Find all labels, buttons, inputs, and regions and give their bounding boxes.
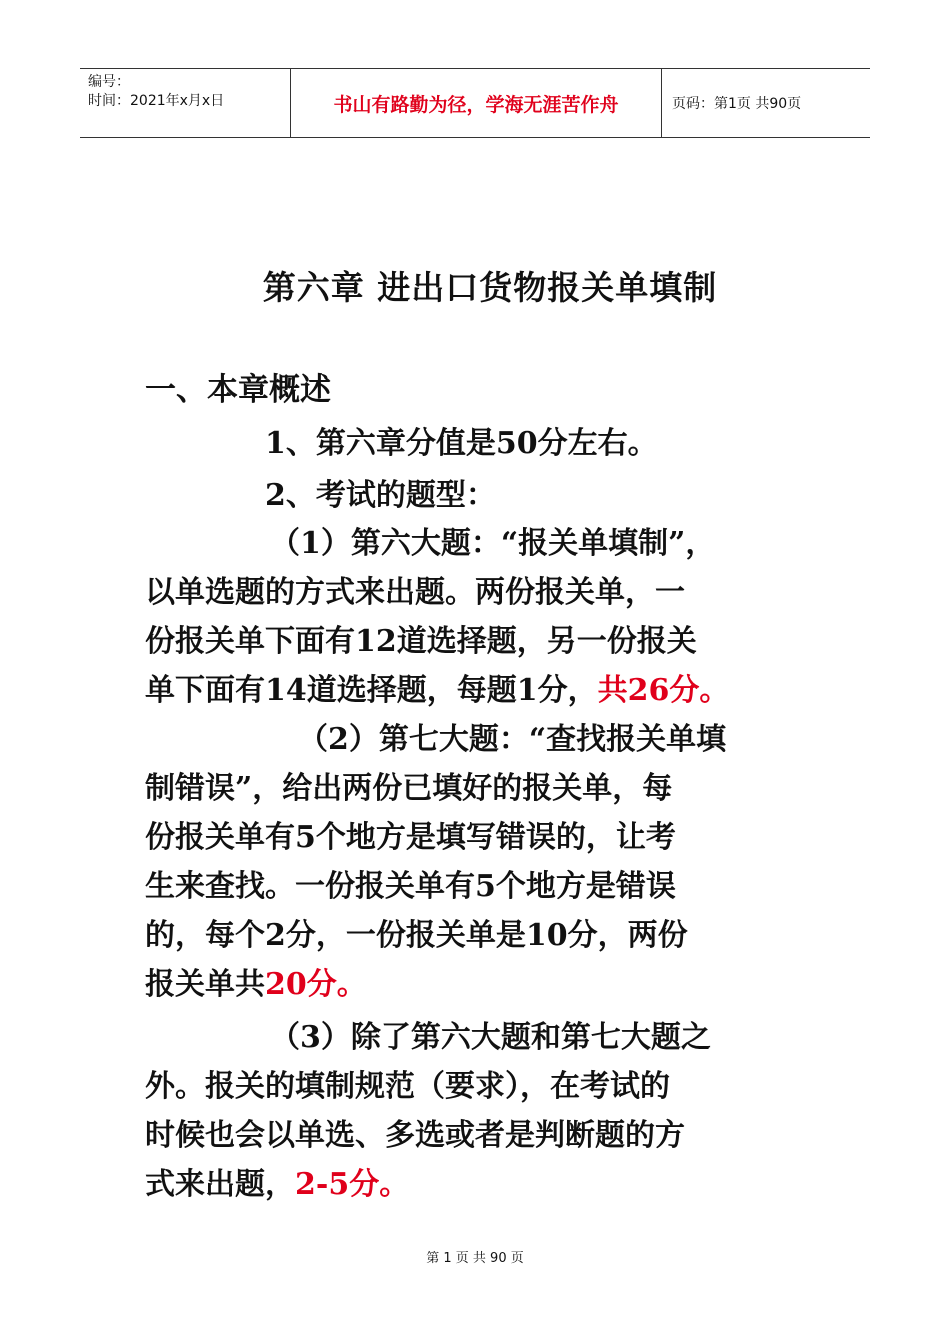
para1-line3: 份报关单下面有12道选择题，另一份报关 [145, 624, 697, 659]
para1-line4: 单下面有14道选择题，每题1分，共26分。 [145, 673, 730, 708]
para1-line1: （1）第六大题：“报关单填制”， [270, 526, 716, 561]
para2-line1: （2）第七大题：“查找报关单填 [298, 722, 727, 757]
para2-line6: 报关单共20分。 [145, 967, 367, 1002]
score-highlight: 共26分。 [597, 673, 730, 708]
score-highlight: 2-5分。 [295, 1167, 410, 1202]
time-label: 时间：2021年x月x日 [88, 93, 225, 109]
para3-line3: 时候也会以单选、多选或者是判断题的方 [145, 1118, 685, 1153]
page-footer: 第 1 页 共 90 页 [426, 1251, 524, 1266]
number-label: 编号： [88, 74, 130, 90]
chapter-title: 第六章 进出口货物报关单填制 [262, 268, 718, 307]
header-motto: 书山有路勤为径，学海无涯苦作舟 [290, 69, 662, 137]
item-2: 2、考试的题型： [265, 478, 496, 513]
para3-line4: 式来出题，2-5分。 [145, 1167, 410, 1202]
para2-line3: 份报关单有5个地方是填写错误的，让考 [145, 820, 676, 855]
para2-line5: 的，每个2分，一份报关单是10分，两份 [145, 918, 688, 953]
para1-line2: 以单选题的方式来出题。两份报关单，一 [145, 575, 685, 610]
header-meta [80, 69, 290, 137]
score-highlight: 20分。 [265, 967, 367, 1002]
item-1: 1、第六章分值是50分左右。 [265, 426, 658, 461]
para3-line2: 外。报关的填制规范（要求），在考试的 [145, 1069, 670, 1104]
para2-line2: 制错误”，给出两份已填好的报关单，每 [145, 771, 673, 806]
para3-line1: （3）除了第六大题和第七大题之 [270, 1020, 711, 1055]
header-page-info: 页码：第1页 共90页 [672, 96, 802, 112]
page-header [80, 68, 870, 138]
section-heading: 一、本章概述 [145, 372, 331, 408]
para2-line4: 生来查找。一份报关单有5个地方是错误 [145, 869, 676, 904]
